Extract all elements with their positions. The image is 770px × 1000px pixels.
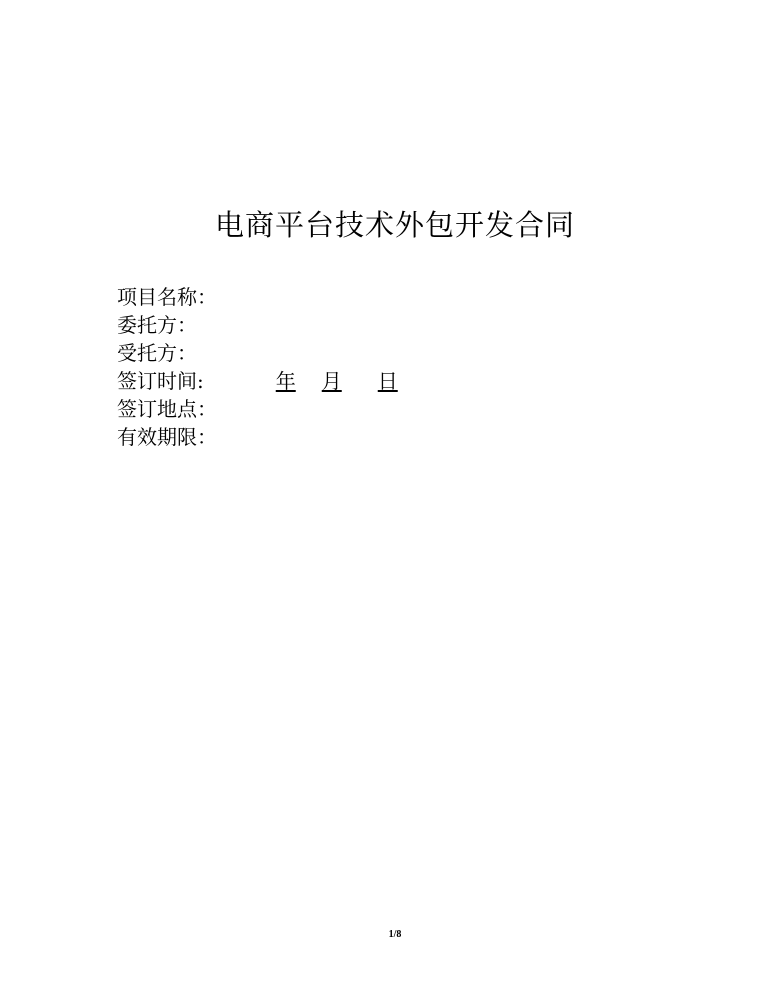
contractor-row: [117, 339, 398, 367]
sign-date-blank: [204, 367, 398, 395]
contractor-label: 受托方：: [117, 341, 197, 365]
validity-row: [117, 423, 398, 451]
contract-info-fields: [117, 283, 398, 451]
client-row: [117, 311, 398, 339]
project-name-row: [117, 283, 398, 311]
project-name-label: 项目名称：: [117, 285, 217, 309]
sign-place-row: [117, 395, 398, 423]
sign-date-row: [117, 367, 398, 395]
sign-date-label: 签订时间:: [117, 369, 204, 393]
day-label: 日: [377, 369, 398, 393]
year-blank: [204, 367, 276, 395]
client-label: 委托方：: [117, 313, 197, 337]
month-blank: [296, 367, 322, 395]
page-number: 1/8: [388, 929, 402, 940]
year-label: 年: [275, 369, 296, 393]
month-label: 月: [321, 369, 342, 393]
contract-title: 电商平台技术外包开发合同: [214, 208, 575, 242]
validity-label: 有效期限：: [117, 425, 217, 449]
day-blank: [342, 367, 378, 395]
sign-place-label: 签订地点：: [117, 397, 217, 421]
